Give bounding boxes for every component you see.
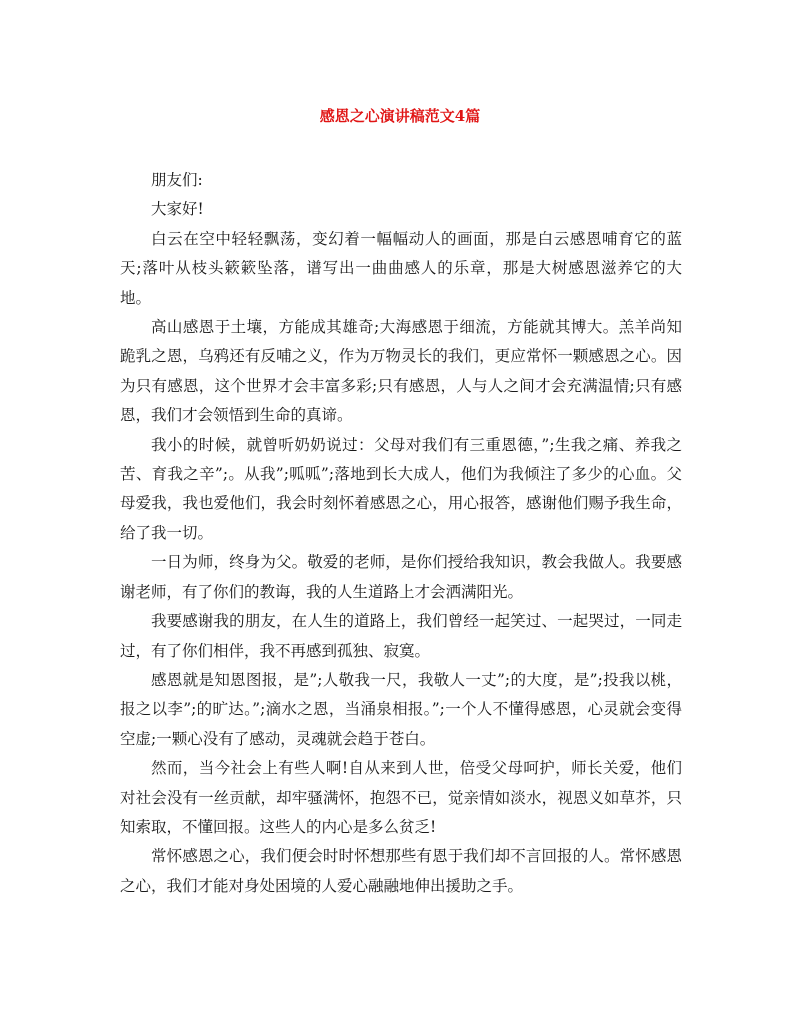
document-title: 感恩之心演讲稿范文4篇 <box>319 107 481 125</box>
paragraph-clouds: 白云在空中轻轻飘荡，变幻着一幅幅动人的画面，那是白云感恩哺育它的蓝天;落叶从枝头簌簌坠落，谱写出一曲曲感人的乐章，那是大树感恩滋养它的大地。 <box>120 229 682 307</box>
paragraph-society: 然而，当今社会上有些人啊!自从来到人世，倍受父母呵护，师长关爱，他们对社会没有一丝贡献，却牢骚满怀，抱怨不已，觉亲情如淡水，视恩义如草芥，只知索取，不懂回报。这些人的内心是多么贫乏! <box>120 759 682 836</box>
paragraph-conclusion: 常怀感恩之心，我们便会时时怀想那些有恩于我们却不言回报的人。常怀感恩之心，我们才能对身处困境的人爱心融融地伸出援助之手。 <box>120 847 682 895</box>
paragraph-parents: 我小的时候，就曾听奶奶说过：父母对我们有三重恩德，”;生我之痛、养我之苦、育我之辛”;。从我”;呱呱”;落地到长大成人，他们为我倾注了多少的心血。父母爱我，我也爱他们，我会时刻怀着感恩之心，用心报答，感谢他们赐予我生命，给了我一切。 <box>120 435 682 542</box>
paragraph-mountains: 高山感恩于土壤，方能成其雄奇;大海感恩于细流，方能就其博大。羔羊尚知跪乳之恩，乌鸦还有反哺之义，作为万物灵长的我们，更应常怀一颗感恩之心。因为只有感恩，这个世界才会丰富多彩;只有感恩，人与人之间才会充满温情;只有感恩，我们才会领悟到生命的真谛。 <box>120 318 682 425</box>
paragraph-hello: 大家好! <box>151 200 204 219</box>
paragraph-friends: 我要感谢我的朋友，在人生的道路上，我们曾经一起笑过、一起哭过，一同走过，有了你们相伴，我不再感到孤独、寂寞。 <box>120 612 682 660</box>
document-body <box>120 166 682 901</box>
paragraph-greeting: 朋友们: <box>151 171 203 189</box>
paragraph-gratitude: 感恩就是知恩图报，是”;人敬我一尺，我敬人一丈”;的大度，是”;投我以桃，报之以李”;的旷达。”;滴水之恩，当涌泉相报。”;一个人不懂得感恩，心灵就会变得空虚;一颗心没有了感动，灵魂就会趋于苍白。 <box>120 670 682 748</box>
paragraph-teachers: 一日为师，终身为父。敬爱的老师，是你们授给我知识，教会我做人。我要感谢老师，有了你们的教诲，我的人生道路上才会洒满阳光。 <box>120 553 682 601</box>
